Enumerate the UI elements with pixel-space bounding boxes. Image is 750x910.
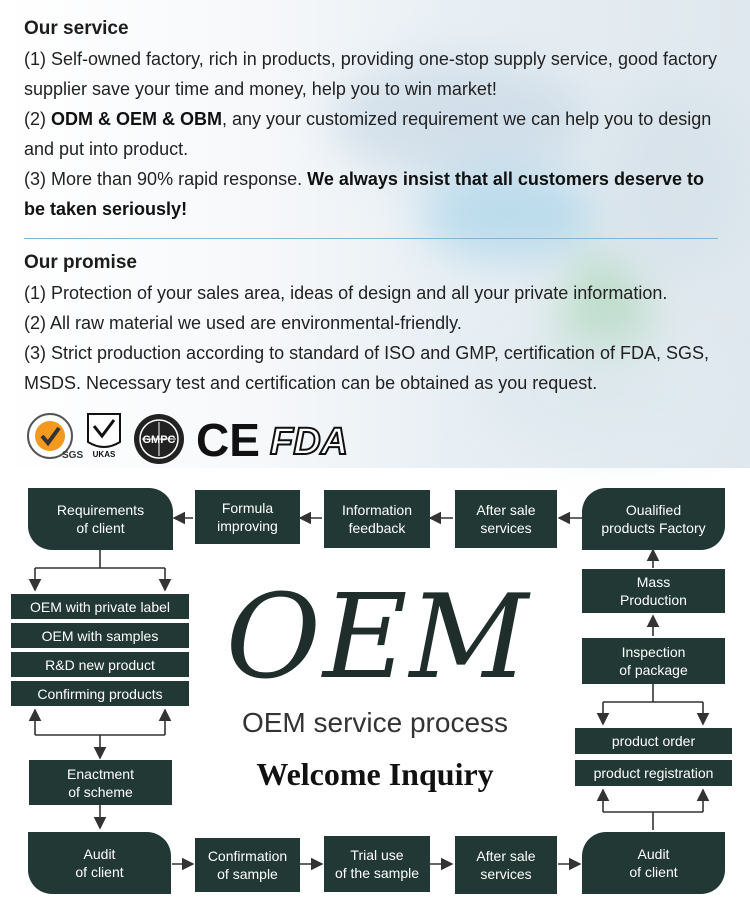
trial-use-of-sample-step: Trial use of the sample <box>324 836 430 892</box>
ce-mark <box>194 412 258 466</box>
sgs-logo <box>24 412 84 464</box>
confirming-products-option: Confirming products <box>11 681 189 706</box>
service-point-2: (2) ODM & OEM & OBM, any your customized requirement we can help you to design and put into product. <box>24 109 712 159</box>
mass-production-step: Mass Production <box>582 569 725 613</box>
after-sale-services-top-step: After sale services <box>455 490 557 548</box>
enactment-of-scheme-step: Enactment of scheme <box>29 760 172 805</box>
requirements-of-client-step: Requirements of client <box>28 488 173 550</box>
rnd-new-product-option: R&D new product <box>11 652 189 677</box>
promise-block <box>24 250 734 398</box>
section-divider <box>24 238 718 239</box>
oem-process-flow <box>0 470 750 910</box>
svg-text:UKAS: UKAS <box>92 450 116 459</box>
oem-title: OEM <box>225 570 531 705</box>
service-block <box>24 16 729 224</box>
promise-heading: Our promise <box>24 252 137 273</box>
welcome-inquiry-text: Welcome Inquiry <box>256 756 494 792</box>
oem-samples-option: OEM with samples <box>11 623 189 648</box>
after-sale-services-bottom-step: After sale services <box>455 836 557 894</box>
svg-text:GMPC: GMPC <box>142 434 176 446</box>
service-point-3: (3) More than 90% rapid response. We always insist that all customers deserve to be taken seriously! <box>24 169 704 219</box>
confirmation-of-sample-step: Confirmation of sample <box>195 838 300 892</box>
certification-logos <box>24 412 364 468</box>
information-feedback-step: Information feedback <box>324 490 430 548</box>
qualified-products-factory-step: Oualified products Factory <box>582 488 725 550</box>
audit-of-client-left-step: Audit of client <box>28 832 171 894</box>
product-registration-step: product registration <box>575 760 732 786</box>
inspection-of-package-step: Inspection of package <box>582 638 725 684</box>
svg-text:FDA: FDA <box>270 421 349 463</box>
fda-logo <box>268 412 364 466</box>
oem-private-label-option: OEM with private label <box>11 594 189 619</box>
audit-of-client-right-step: Audit of client <box>582 832 725 894</box>
gmpc-logo <box>132 412 186 466</box>
oem-service-process-subtitle: OEM service process <box>241 707 509 738</box>
svg-text:SGS: SGS <box>62 450 84 461</box>
ukas-logo <box>84 412 124 464</box>
product-order-step: product order <box>575 728 732 754</box>
promise-point-3: (3) Strict production according to standard of ISO and GMP, certification of FDA, SGS, MSDS. Necessary test and certification can be obtained as you request. <box>24 343 709 393</box>
svg-text:CE: CE <box>196 414 260 466</box>
service-heading: Our service <box>24 18 129 39</box>
formula-improving-step: Formula improving <box>195 490 300 544</box>
service-point-1: (1) Self-owned factory, rich in products, providing one-stop supply service, good factory supplier save your time and money, help you to win market! <box>24 49 717 99</box>
promise-point-2: (2) All raw material we used are environmental-friendly. <box>24 313 462 333</box>
promise-point-1: (1) Protection of your sales area, ideas of design and all your private information. <box>24 283 668 303</box>
